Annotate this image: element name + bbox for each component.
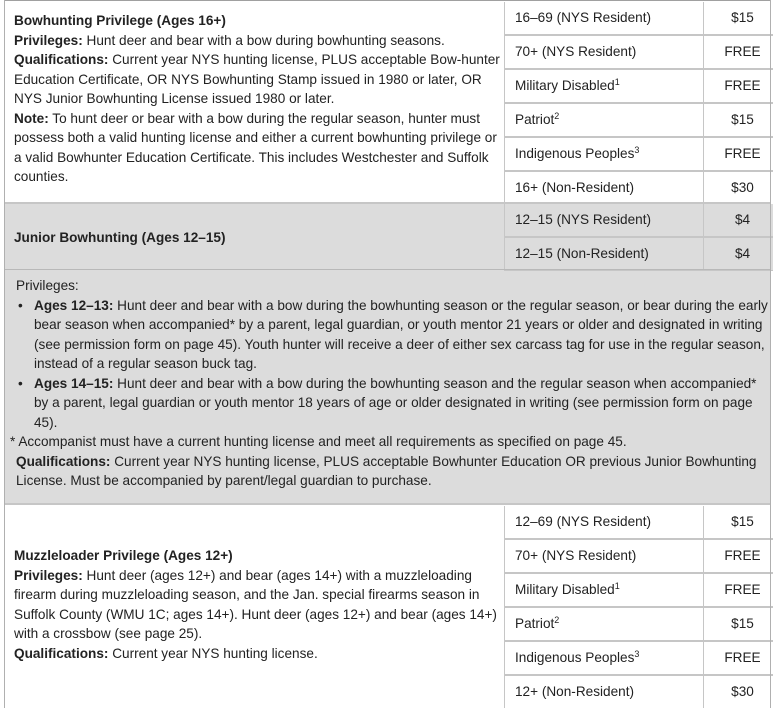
junior-title-block xyxy=(14,228,504,248)
fee-category-text: 12–69 (NYS Resident) xyxy=(515,514,652,530)
fee-amount: FREE xyxy=(704,641,773,675)
fee-row xyxy=(505,103,773,137)
muzzleloader-description xyxy=(14,546,504,663)
bullet-dot: • xyxy=(18,297,23,313)
fee-category-text: 12+ (Non-Resident) xyxy=(515,684,635,700)
accompanist-footnote: * Accompanist must have a current hunting license and meet all requirements as specified on page 45. xyxy=(10,434,627,449)
footnote-ref: 2 xyxy=(554,615,560,626)
footnote-ref: 3 xyxy=(634,145,640,156)
qualifications-text: Current year NYS hunting license, PLUS acceptable Bowhunter Education OR previous Junior Bowhunting License. Must be accompanied by parent/legal guardian to purchase. xyxy=(16,453,757,488)
fee-category xyxy=(505,539,704,573)
fee-row xyxy=(505,506,773,539)
fee-amount: FREE xyxy=(704,69,773,103)
fee-amount: $15 xyxy=(704,103,773,137)
fee-amount: $15 xyxy=(704,607,773,641)
fee-category-text: Indigenous Peoples xyxy=(515,650,635,666)
fee-amount: FREE xyxy=(704,137,773,171)
fee-amount: $30 xyxy=(704,171,773,205)
footnote-ref: 1 xyxy=(614,581,620,592)
right-border xyxy=(770,0,771,708)
list-item xyxy=(16,296,768,374)
fee-category xyxy=(505,675,704,708)
fee-category-text: 70+ (NYS Resident) xyxy=(515,44,637,60)
left-border xyxy=(4,0,5,708)
age-group-text: Hunt deer and bear with a bow during the bowhunting season or the regular season, or bear during the early bear season when accompanied* by a parent, legal guardian, or youth mentor 21 years or older and designated in writing (see permission form on page 45). Youth hunter will receive a deer of either sex carcass tag for use in the regular season, instead of a regular season buck tag. xyxy=(34,297,768,371)
fee-category xyxy=(505,641,704,675)
qualifications-label: Qualifications: xyxy=(14,645,109,661)
fee-row xyxy=(505,35,773,69)
fee-row xyxy=(505,69,773,103)
fee-row xyxy=(505,607,773,641)
muzzleloader-title: Muzzleloader Privilege (Ages 12+) xyxy=(14,548,233,563)
fee-amount: $4 xyxy=(704,204,773,237)
fee-row xyxy=(505,675,773,708)
fee-category xyxy=(505,237,704,271)
qualifications-text: Current year NYS hunting license, PLUS acceptable Bow-hunter Education Certificate, OR NYS Bowhunting Stamp issued in 1980 or later, OR NYS Junior Bowhunting License issued 1980 or later. xyxy=(14,52,500,106)
qualifications-label: Qualifications: xyxy=(16,453,111,469)
fee-row xyxy=(505,573,773,607)
bullet-dot: • xyxy=(18,375,23,391)
fee-row xyxy=(505,2,773,35)
footnote-ref: 1 xyxy=(614,77,620,88)
fee-category-text: Indigenous Peoples xyxy=(515,146,635,162)
privileges-text: Hunt deer and bear with a bow during bowhunting seasons. xyxy=(82,32,445,48)
fee-category-text: 70+ (NYS Resident) xyxy=(515,548,637,564)
fee-amount: $4 xyxy=(704,237,773,271)
fee-category-text: Patriot xyxy=(515,616,555,632)
fee-category xyxy=(505,573,704,607)
footnote-ref: 2 xyxy=(554,111,560,122)
bowhunting-description xyxy=(14,11,504,187)
fee-amount: FREE xyxy=(704,573,773,607)
fee-category-text: 12–15 (Non-Resident) xyxy=(515,246,649,262)
junior-title: Junior Bowhunting (Ages 12–15) xyxy=(14,230,226,245)
junior-inner-divider xyxy=(4,269,771,270)
fee-category xyxy=(505,35,704,69)
junior-details xyxy=(10,276,768,491)
fee-category xyxy=(505,2,704,35)
fee-category xyxy=(505,69,704,103)
fee-row xyxy=(505,539,773,573)
fee-category xyxy=(505,171,704,205)
fee-amount: $15 xyxy=(704,506,773,539)
fee-category-text: 16+ (Non-Resident) xyxy=(515,180,635,196)
muzzleloader-qualifications xyxy=(14,644,504,664)
fee-amount: $15 xyxy=(704,2,773,35)
fee-category xyxy=(505,506,704,539)
bowhunting-note xyxy=(14,109,504,187)
note-label: Note: xyxy=(14,110,49,126)
qualifications-label: Qualifications: xyxy=(14,52,109,67)
bowhunting-fee-table xyxy=(504,2,773,205)
bowhunting-qualifications xyxy=(14,50,504,109)
fee-category xyxy=(505,204,704,237)
fee-category-text: 16–69 (NYS Resident) xyxy=(515,10,652,26)
age-group-label: Ages 12–13: xyxy=(34,297,114,313)
bowhunting-title: Bowhunting Privilege (Ages 16+) xyxy=(14,13,226,28)
fee-category-text: Patriot xyxy=(515,112,555,128)
fee-category-text: 12–15 (NYS Resident) xyxy=(515,212,652,228)
fee-row xyxy=(505,137,773,171)
fee-amount: FREE xyxy=(704,539,773,573)
junior-privileges-heading: Privileges: xyxy=(16,278,79,293)
footnote-ref: 3 xyxy=(634,649,640,660)
muzzleloader-fee-table xyxy=(504,506,773,708)
muzzleloader-privileges xyxy=(14,566,504,644)
fee-row xyxy=(505,641,773,675)
fee-row xyxy=(505,171,773,205)
privileges-text: Hunt deer (ages 12+) and bear (ages 14+) with a muzzleloading firearm during muzzleloading season, and the Jan. special firearms season in Suffolk County (WMU 1C; ages 14+). Hunt deer (ages 12+) and bear (ages 14+) with a crossbow (see page 25). xyxy=(14,567,497,641)
fee-amount: FREE xyxy=(704,35,773,69)
fee-category-text: Military Disabled xyxy=(515,78,615,94)
note-text: To hunt deer or bear with a bow during the regular season, hunter must possess both a valid hunting license and either a current bowhunting privilege or a valid Bowhunter Education Certificate. This includes Westchester and Suffolk counties. xyxy=(14,110,497,184)
age-group-text: Hunt deer and bear with a bow during the bowhunting season and the regular season when accompanied* by a parent, legal guardian or youth mentor 18 years of age or older designated in writing (see permission form on page 45). xyxy=(34,375,757,430)
fee-amount: $30 xyxy=(704,675,773,708)
fee-row xyxy=(505,204,773,237)
fee-category xyxy=(505,137,704,171)
privileges-label: Privileges: xyxy=(14,32,83,48)
fee-category xyxy=(505,103,704,137)
fee-category-text: Military Disabled xyxy=(515,582,615,598)
bowhunting-privileges xyxy=(14,31,504,51)
privileges-label: Privileges: xyxy=(14,567,83,583)
junior-qualifications xyxy=(16,452,768,491)
list-item xyxy=(16,374,768,433)
age-group-label: Ages 14–15: xyxy=(34,375,114,391)
fee-row xyxy=(505,237,773,271)
junior-fee-table xyxy=(504,204,773,271)
junior-privileges-list xyxy=(16,296,768,433)
fee-category xyxy=(505,607,704,641)
qualifications-text: Current year NYS hunting license. xyxy=(108,645,318,661)
